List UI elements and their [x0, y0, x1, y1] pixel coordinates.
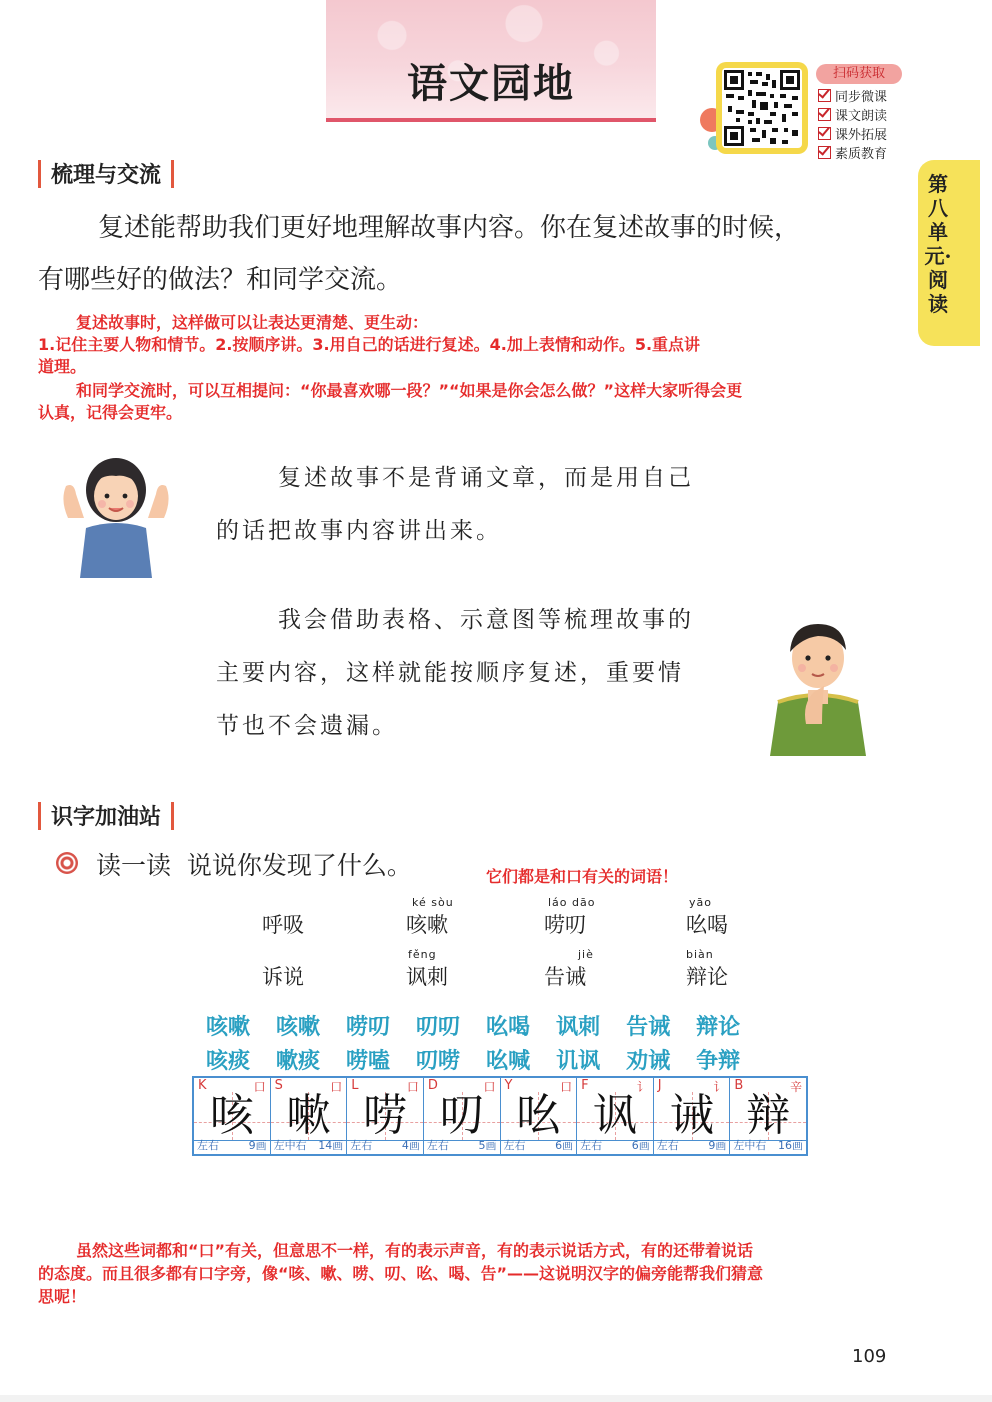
boy-illustration — [762, 612, 874, 756]
checkbox-icon — [818, 89, 831, 102]
char-cell: K 口 咳 左右 9画 — [194, 1078, 271, 1154]
word-item: láo dāo 唠叨 — [544, 896, 596, 937]
paragraph-line: 有哪些好的做法？和同学交流。 — [38, 265, 403, 295]
section-heading-review: 梳理与交流 — [38, 158, 174, 189]
char-cell: F 讠 讽 左右 6画 — [577, 1078, 654, 1154]
char-cell: L 口 唠 左右 4画 — [347, 1078, 424, 1154]
boy-speech-line: 我会借助表格、示意图等梳理故事的 — [278, 607, 694, 633]
char-cell: Y 口 吆 左右 6画 — [501, 1078, 578, 1154]
checkbox-icon — [818, 108, 831, 121]
annotation-line: 复述故事时，这样做可以让表达更清楚、更生动： — [76, 313, 429, 332]
char-cell: S 口 嗽 左中右 14画 — [271, 1078, 348, 1154]
word-item: 诉说 — [262, 965, 304, 989]
girl-speech-line: 的话把故事内容讲出来。 — [216, 518, 502, 544]
annotation-line: 思呢！ — [38, 1287, 87, 1306]
unit-side-tab-text: 第八单元·阅读 — [924, 172, 952, 316]
boy-speech-line: 节也不会遗漏。 — [216, 713, 398, 739]
girl-speech-line: 复述故事不是背诵文章，而是用自己 — [278, 465, 694, 491]
character-writing-grid — [192, 1076, 808, 1156]
checkbox-icon — [818, 146, 831, 159]
word-item: biàn 辩论 — [686, 948, 728, 989]
blue-word-row: 咳痰 嗽痰 唠嗑 叨唠 吆喊 讥讽 劝诫 争辩 — [206, 1049, 741, 1074]
boy-speech-line: 主要内容，这样就能按顺序复述，重要情 — [216, 660, 684, 686]
red-note: 它们都是和口有关的词语！ — [486, 867, 679, 886]
instruction-text: 读一读 说说你发现了什么。 — [96, 851, 412, 880]
annotation-line: 道理。 — [38, 357, 87, 376]
qr-item[interactable]: 素质教育 — [818, 143, 887, 162]
section-heading-literacy: 识字加油站 — [38, 800, 174, 831]
qr-item[interactable]: 同步微课 — [818, 86, 887, 105]
qr-item[interactable]: 课文朗读 — [818, 105, 887, 124]
girl-illustration — [56, 448, 176, 580]
annotation-line: 的态度。而且很多都有口字旁，像“咳、嗽、唠、叨、吆、喝、告”——这说明汉字的偏旁能帮我们猜意 — [38, 1264, 764, 1283]
qr-item[interactable]: 课外拓展 — [818, 124, 887, 143]
qr-resource-list — [818, 86, 887, 162]
annotation-line: 1.记住主要人物和情节。2.按顺序讲。3.用自己的话进行复述。4.加上表情和动作。5.重点讲 — [38, 335, 701, 354]
char-cell: B 辛 辩 左中右 16画 — [730, 1078, 806, 1154]
blue-word-row: 咳嗽 咳嗽 唠叨 叨叨 吆喝 讽刺 告诫 辩论 — [206, 1015, 741, 1040]
word-item: yāo 吆喝 — [686, 896, 728, 937]
page-edge — [0, 1395, 992, 1402]
annotation-line: 和同学交流时，可以互相提问：“你最喜欢哪一段？”“如果是你会怎么做？”这样大家听得会更 — [76, 381, 743, 400]
annotation-line: 虽然这些词都和“口”有关，但意思不一样，有的表示声音，有的表示说话方式，有的还带着说话 — [76, 1241, 754, 1260]
annotation-line: 认真，记得会更牢。 — [38, 403, 183, 422]
scan-label: 扫码获取 — [816, 64, 902, 84]
paragraph-line: 复述能帮助我们更好地理解故事内容。你在复述故事的时候， — [98, 213, 801, 243]
page-title: 语文园地 — [407, 60, 575, 107]
page-number: 109 — [852, 1346, 887, 1367]
word-item: fěng 讽刺 — [406, 948, 448, 989]
char-cell: J 讠 诫 左右 9画 — [654, 1078, 731, 1154]
word-item: ké sòu 咳嗽 — [406, 896, 454, 937]
word-item: jiè 告诫 — [544, 948, 594, 989]
read-aloud-icon — [56, 852, 78, 874]
char-cell: D 口 叨 左右 5画 — [424, 1078, 501, 1154]
qr-code-icon[interactable] — [722, 68, 802, 148]
word-item: 呼吸 — [262, 913, 304, 937]
checkbox-icon — [818, 127, 831, 140]
